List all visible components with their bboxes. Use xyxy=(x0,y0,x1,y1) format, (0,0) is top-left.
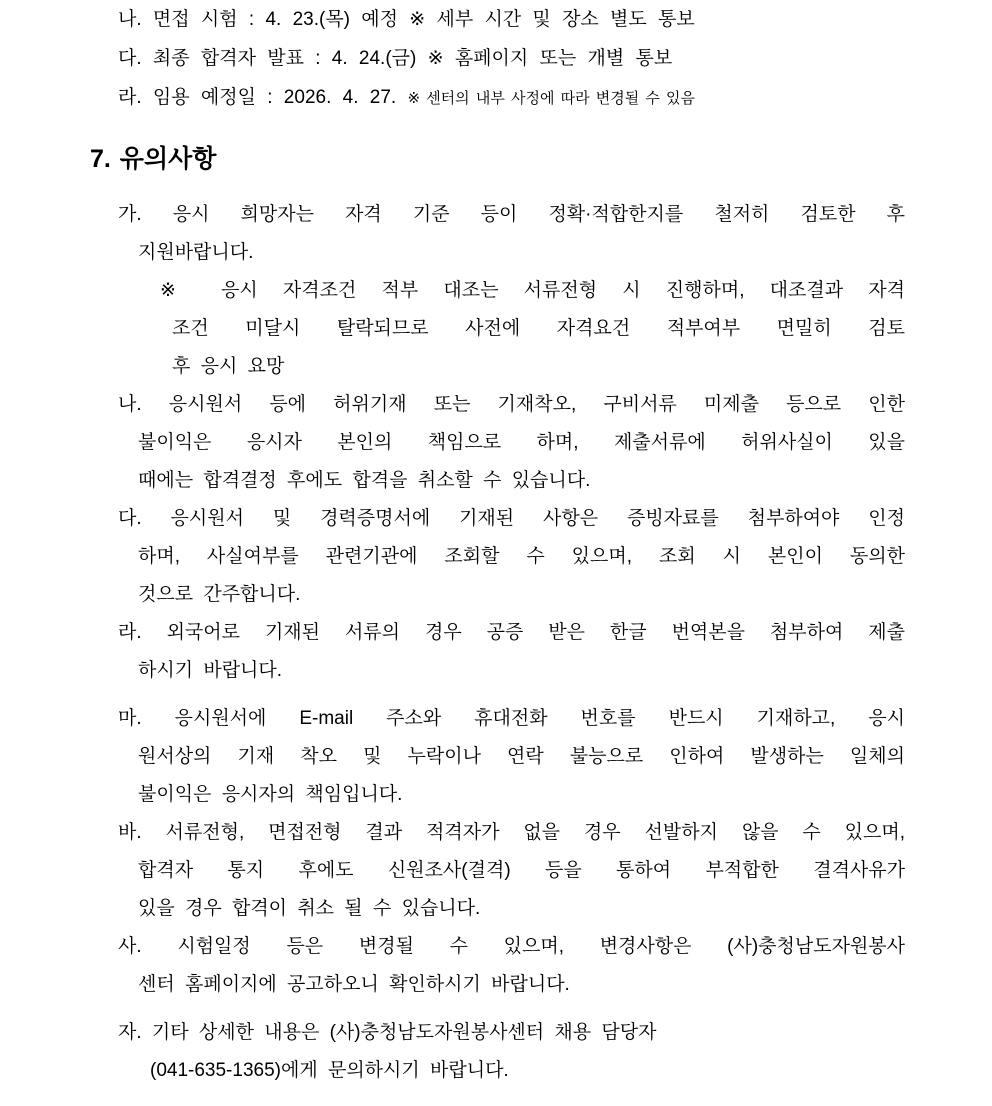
text-line xyxy=(118,196,905,234)
text-line xyxy=(118,386,905,424)
item-label: 다. xyxy=(118,48,142,69)
notice-item-ja xyxy=(118,1014,905,1090)
line-text: 응시원서 및 경력증명서에 기재된 사항은 증빙자료를 첨부하여야 인정 xyxy=(170,508,905,529)
text-line: 불이익은 응시자의 책임입니다. xyxy=(138,784,403,805)
item-continuation xyxy=(138,538,905,614)
item-continuation xyxy=(138,738,905,814)
line-text: 응시원서 등에 허위기재 또는 기재착오, 구비서류 미제출 등으로 인한 xyxy=(168,394,905,415)
notice-item-da xyxy=(118,500,905,614)
item-text: 최종 합격자 발표 : 4. 24.(금) ※ 홈페이지 또는 개별 통보 xyxy=(152,48,673,69)
item-label: 바. xyxy=(118,822,142,843)
text-line: 것으로 간주합니다. xyxy=(138,584,301,605)
item-label: 마. xyxy=(118,708,142,729)
text-line: 때에는 합격결정 후에도 합격을 취소할 수 있습니다. xyxy=(138,470,591,491)
notice-item-na xyxy=(118,386,905,500)
schedule-item-final-announcement xyxy=(118,39,905,78)
line-text: 응시 자격조건 적부 대조는 서류전형 시 진행하며, 대조결과 자격 xyxy=(221,280,905,301)
text-line: 센터 홈페이지에 공고하오니 확인하시기 바랍니다. xyxy=(138,974,570,995)
text-line xyxy=(118,700,905,738)
text-line: 원서상의 기재 착오 및 누락이나 연락 불능으로 인하여 발생하는 일체의 xyxy=(138,746,905,767)
line-text: 시험일정 등은 변경될 수 있으며, 변경사항은 (사)충청남도자원봉사 xyxy=(177,936,906,957)
item-text: 임용 예정일 : 2026. 4. 27. xyxy=(152,87,397,108)
item-continuation xyxy=(138,424,905,500)
text-line: 지원바랍니다. xyxy=(138,242,254,263)
item-label: 사. xyxy=(118,936,142,957)
notice-item-ga xyxy=(118,196,905,386)
line-text: 응시원서에 E-mail 주소와 휴대전화 번호를 반드시 기재하고, 응시 xyxy=(174,708,905,729)
text-line: 있을 경우 합격이 취소 될 수 있습니다. xyxy=(138,898,481,919)
line-text: 외국어로 기재된 서류의 경우 공증 받은 한글 번역본을 첨부하여 제출 xyxy=(166,622,905,643)
reference-mark: ※ xyxy=(160,280,196,301)
text-line: 후 응시 요망 xyxy=(172,356,285,377)
text-line xyxy=(118,1014,905,1052)
notice-item-sa xyxy=(118,928,905,1004)
item-label: 나. xyxy=(118,9,142,30)
text-line: (041-635-1365)에게 문의하시기 바랍니다. xyxy=(150,1060,509,1081)
schedule-list xyxy=(118,0,905,118)
item-label: 자. xyxy=(118,1022,142,1043)
line-text: 기타 상세한 내용은 (사)충청남도자원봉사센터 채용 담당자 xyxy=(151,1022,657,1043)
reference-note xyxy=(160,272,905,386)
item-note-small: ※ 센터의 내부 사정에 따라 변경될 수 있음 xyxy=(407,90,696,107)
section-7-heading: 7. 유의사항 xyxy=(90,145,217,173)
item-continuation xyxy=(138,966,905,1004)
item-label: 가. xyxy=(118,204,142,225)
item-label: 다. xyxy=(118,508,142,529)
notice-item-ma xyxy=(118,700,905,814)
item-label: 라. xyxy=(118,87,142,108)
item-continuation xyxy=(172,310,905,386)
text-line xyxy=(118,614,905,652)
text-line: 불이익은 응시자 본인의 책임으로 하며, 제출서류에 허위사실이 있을 xyxy=(138,432,905,453)
text-line xyxy=(118,814,905,852)
item-label: 나. xyxy=(118,394,142,415)
item-text: 면접 시험 : 4. 23.(목) 예정 ※ 세부 시간 및 장소 별도 통보 xyxy=(152,9,695,30)
line-text: 서류전형, 면접전형 결과 적격자가 없을 경우 선발하지 않을 수 있으며, xyxy=(165,822,905,843)
text-line xyxy=(118,500,905,538)
text-line: 하며, 사실여부를 관련기관에 조회할 수 있으며, 조회 시 본인이 동의한 xyxy=(138,546,905,567)
text-line xyxy=(160,272,905,310)
notice-item-ba xyxy=(118,814,905,928)
item-continuation xyxy=(138,852,905,928)
item-continuation xyxy=(138,652,905,690)
text-line: 하시기 바랍니다. xyxy=(138,660,283,681)
line-text: 응시 희망자는 자격 기준 등이 정확·적합한지를 철저히 검토한 후 xyxy=(172,204,905,225)
item-label: 라. xyxy=(118,622,142,643)
item-continuation xyxy=(150,1052,905,1090)
item-continuation xyxy=(138,234,905,272)
notice-item-ra xyxy=(118,614,905,690)
text-line: 합격자 통지 후에도 신원조사(결격) 등을 통하여 부적합한 결격사유가 xyxy=(138,860,905,881)
text-line: 조건 미달시 탈락되므로 사전에 자격요건 적부여부 면밀히 검토 xyxy=(172,318,905,339)
schedule-item-appointment-date xyxy=(118,78,905,118)
text-line xyxy=(118,928,905,966)
schedule-item-interview xyxy=(118,0,905,39)
